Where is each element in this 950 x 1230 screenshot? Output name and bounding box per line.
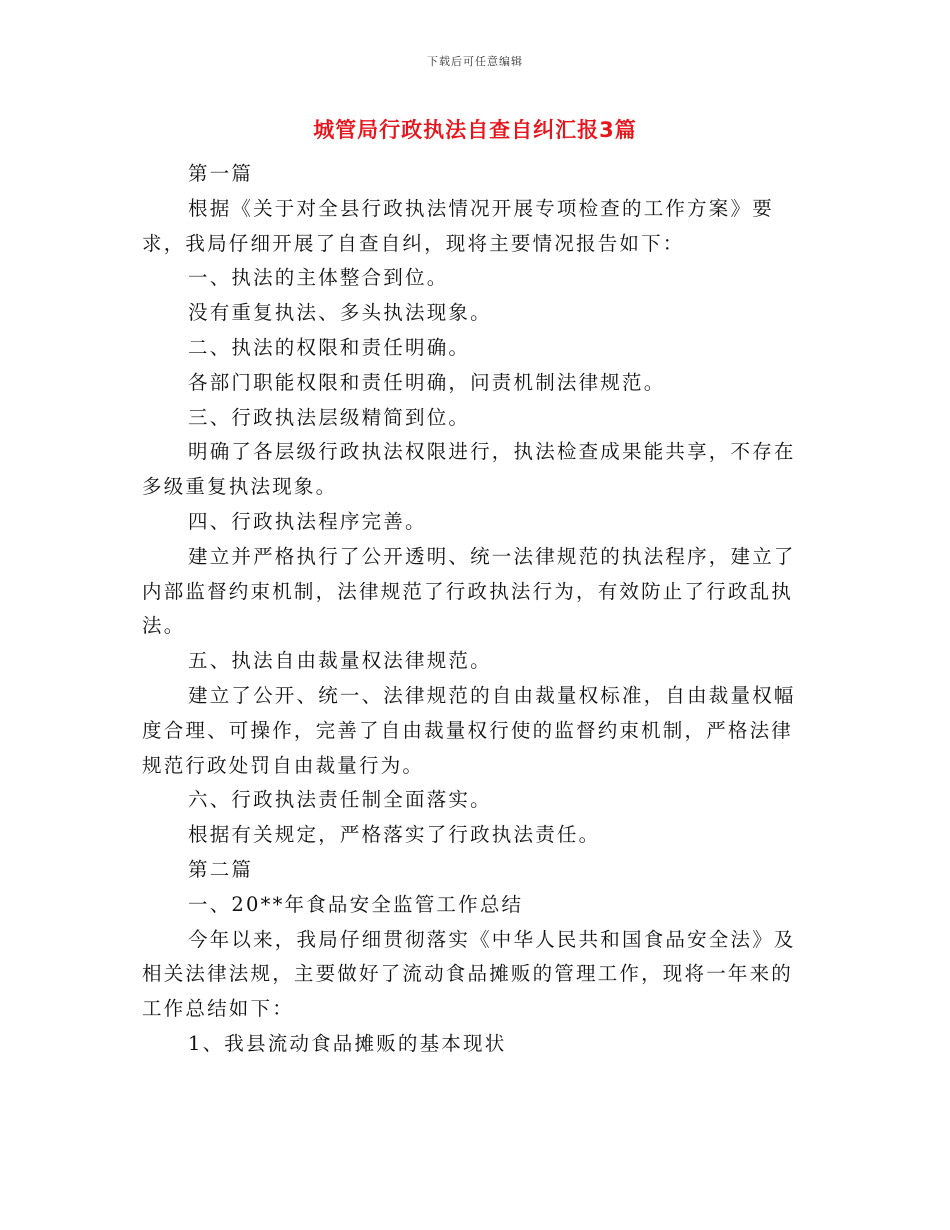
paragraph: 根据有关规定，严格落实了行政执法责任。 xyxy=(188,823,601,847)
paragraph: 一、20**年食品安全监管工作总结 xyxy=(188,892,524,916)
paragraph: 1、我县流动食品摊贩的基本现状 xyxy=(188,1031,507,1055)
document-body xyxy=(142,157,802,1062)
paragraph: 五、执法自由裁量权法律规范。 xyxy=(188,649,492,673)
paragraph: 明确了各层级行政执法权限进行，执法检查成果能共享，不存在多级重复执法现象。 xyxy=(142,440,796,499)
document-title: 城管局行政执法自查自纠汇报3篇 xyxy=(313,118,637,142)
section-heading-2: 第二篇 xyxy=(188,857,254,881)
paragraph: 二、执法的权限和责任明确。 xyxy=(188,335,471,359)
section-heading-1: 第一篇 xyxy=(188,162,254,185)
paragraph: 各部门职能权限和责任明确，问责机制法律规范。 xyxy=(188,370,666,394)
header-note: 下载后可任意编辑 xyxy=(427,55,523,68)
paragraph: 四、行政执法程序完善。 xyxy=(188,509,427,533)
paragraph: 三、行政执法层级精简到位。 xyxy=(188,405,471,429)
paragraph: 建立并严格执行了公开透明、统一法律规范的执法程序，建立了内部监督约束机制，法律规范了行政执法行为，有效防止了行政乱执法。 xyxy=(142,544,796,638)
paragraph: 一、执法的主体整合到位。 xyxy=(188,266,449,290)
paragraph: 建立了公开、统一、法律规范的自由裁量权标准，自由裁量权幅度合理、可操作，完善了自由裁量权行使的监督约束机制，严格法律规范行政处罚自由裁量行为。 xyxy=(142,683,796,777)
paragraph: 六、行政执法责任制全面落实。 xyxy=(188,788,492,812)
paragraph: 今年以来，我局仔细贯彻落实《中华人民共和国食品安全法》及相关法律法规，主要做好了流动食品摊贩的管理工作，现将一年来的工作总结如下： xyxy=(142,927,796,1021)
paragraph: 没有重复执法、多头执法现象。 xyxy=(188,301,492,325)
paragraph: 根据《关于对全县行政执法情况开展专项检查的工作方案》要求，我局仔细开展了自查自纠，现将主要情况报告如下： xyxy=(142,196,774,255)
